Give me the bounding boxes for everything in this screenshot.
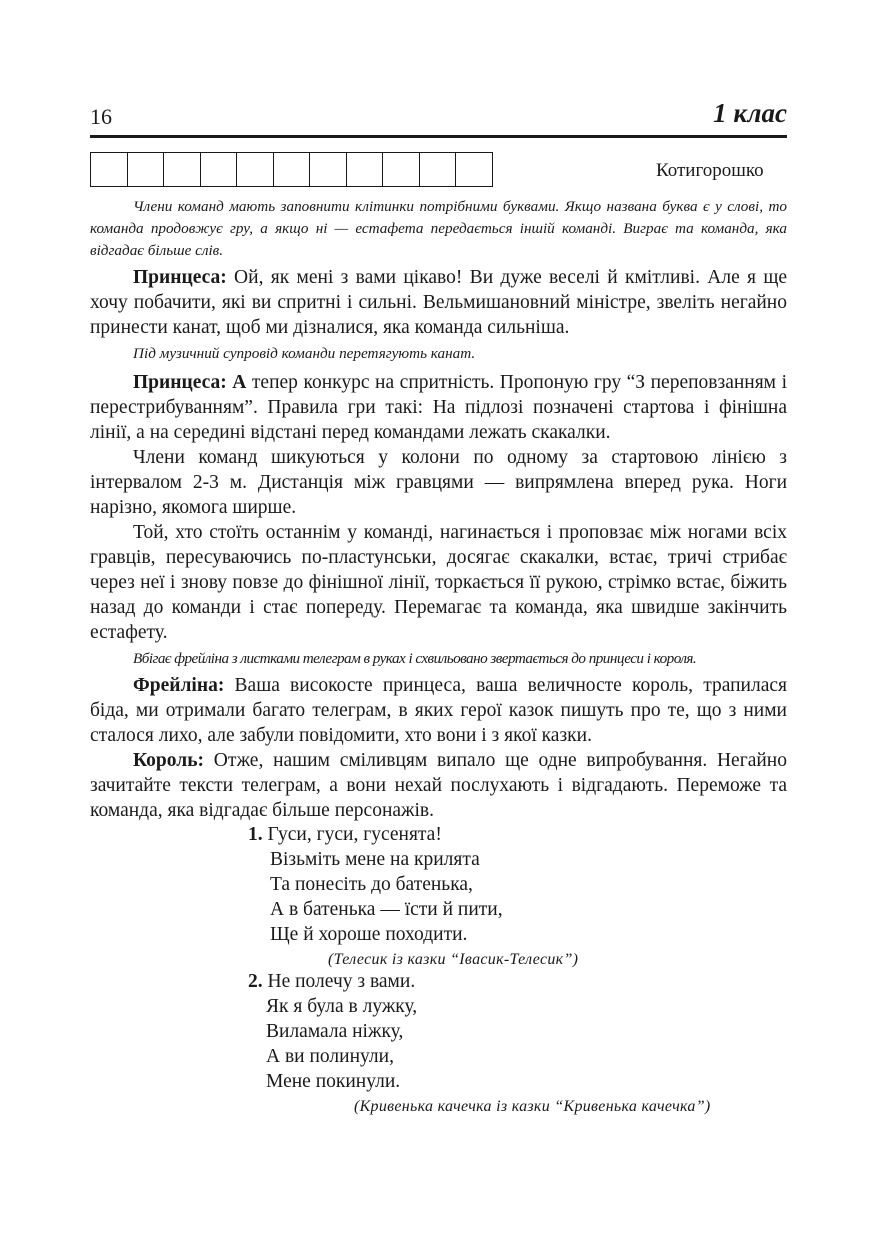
- poem-line: А ви полинули,: [266, 1046, 394, 1067]
- stage-note-3: Вбігає фрейліна з листками телеграм в руках і схвильовано звертається до принцеси і короля.: [133, 650, 697, 667]
- paragraph-lady: [90, 673, 787, 748]
- letter-cell: [382, 152, 420, 187]
- poem-source: (Телесик із казки “Івасик-Телесик”): [328, 951, 579, 968]
- letter-grid: [90, 152, 493, 187]
- speaker-princess: Принцеса:: [133, 267, 227, 288]
- poem-line: Як я була в лужку,: [266, 996, 418, 1017]
- grade-title: 1 клас: [713, 98, 787, 128]
- speaker-king: Король:: [133, 750, 205, 771]
- header-rule: [90, 135, 787, 138]
- letter-cell: [90, 152, 128, 187]
- poem-source: (Кривенька качечка із казки “Кривенька качечка”): [354, 1098, 711, 1115]
- poem-number: 2.: [248, 971, 263, 992]
- letter-cell: [346, 152, 384, 187]
- grid-word: Котигорошко: [656, 160, 764, 181]
- paragraph-text: Ой, як мені з вами цікаво! Ви дуже веселі й кмітливі. Але я ще хочу побачити, які ви спритні і сильні. Вельмишановний міністре, звеліть негайно принести канат, щоб ми дізналися, яка команда сильніша.: [90, 267, 787, 338]
- poem-first-line: 1. Гуси, гуси, гусенята!: [248, 824, 442, 845]
- paragraph-text: Ваша високосте принцеса, ваша величносте король, трапилася біда, ми отримали багато телеграм, в яких герої казок пишуть про те, що з ними сталося лихо, але забули повідомити, хто вони і з якої казки.: [90, 675, 787, 746]
- speaker-lady: Фрейліна:: [133, 675, 225, 696]
- paragraph-text: Отже, нашим сміливцям випало ще одне випробування. Негайно зачитайте тексти телеграм, а вони нехай послухають і відгадають. Переможе та команда, яка відгадає більше персонажів.: [90, 750, 787, 821]
- poem-line: Візьміть мене на крилята: [270, 849, 480, 870]
- letter-cell: [127, 152, 165, 187]
- paragraph-rules: Члени команд шикуються у колони по одному за стартовою лінією з інтервалом 2-3 м. Дистанція між гравцями — випрямлена вперед рука. Ноги нарізно, якомога ширше.: [90, 447, 787, 518]
- poem-line: Та понесіть до батенька,: [270, 874, 473, 895]
- main-text: [90, 196, 787, 823]
- paragraph-relay: Той, хто стоїть останнім у команді, нагинається і проповзає між ногами всіх гравців, пересуваючись по-пластунськи, досягає скакалки, встає, тричі стрибає через неї і знову повзе до фінішної лінії, торкається її рукою, стрімко встає, біжить назад до команди і стає попереду. Перемагає та команда, яка швидше закінчить естафету.: [90, 522, 787, 643]
- paragraph-princess-2: [90, 370, 787, 445]
- paragraph-text: тепер конкурс на спритність. Пропоную гру “З переповзанням і перестрибуванням”. Правила гри такі: На підлозі позначені стартова і фінішна лінії, а на середині відстані перед командами лежать скакалки.: [90, 372, 787, 443]
- letter-cell: [455, 152, 493, 187]
- page-header: [90, 98, 787, 134]
- poem-line: Ще й хороше походити.: [270, 924, 468, 945]
- poem-number: 1.: [248, 824, 263, 845]
- speaker-princess: Принцеса: А: [133, 372, 247, 393]
- stage-note-1: Члени команд мають заповнити клітинки потрібними буквами. Якщо названа буква є у слові, то команда продовжує гру, а якщо ні — естафета передається іншій команді. Виграє та команда, яка відгадає більше слів.: [90, 198, 787, 259]
- paragraph-king: [90, 748, 787, 823]
- poem-2: [248, 969, 711, 1119]
- letter-cell: [309, 152, 347, 187]
- letter-cell: [273, 152, 311, 187]
- poem-line: Мене покинули.: [266, 1071, 401, 1092]
- letter-cell: [419, 152, 457, 187]
- poem-1: [248, 822, 578, 972]
- letter-cell: [163, 152, 201, 187]
- poem-line: А в батенька — їсти й пити,: [270, 899, 503, 920]
- poem-line: Виламала ніжку,: [266, 1021, 404, 1042]
- letter-cell: [236, 152, 274, 187]
- paragraph-princess-1: [90, 265, 787, 340]
- poem-first-line: 2. Не полечу з вами.: [248, 971, 416, 992]
- letter-cell: [200, 152, 238, 187]
- page-number: 16: [90, 104, 112, 129]
- stage-note-2: Під музичний супровід команди перетягують канат.: [133, 345, 476, 362]
